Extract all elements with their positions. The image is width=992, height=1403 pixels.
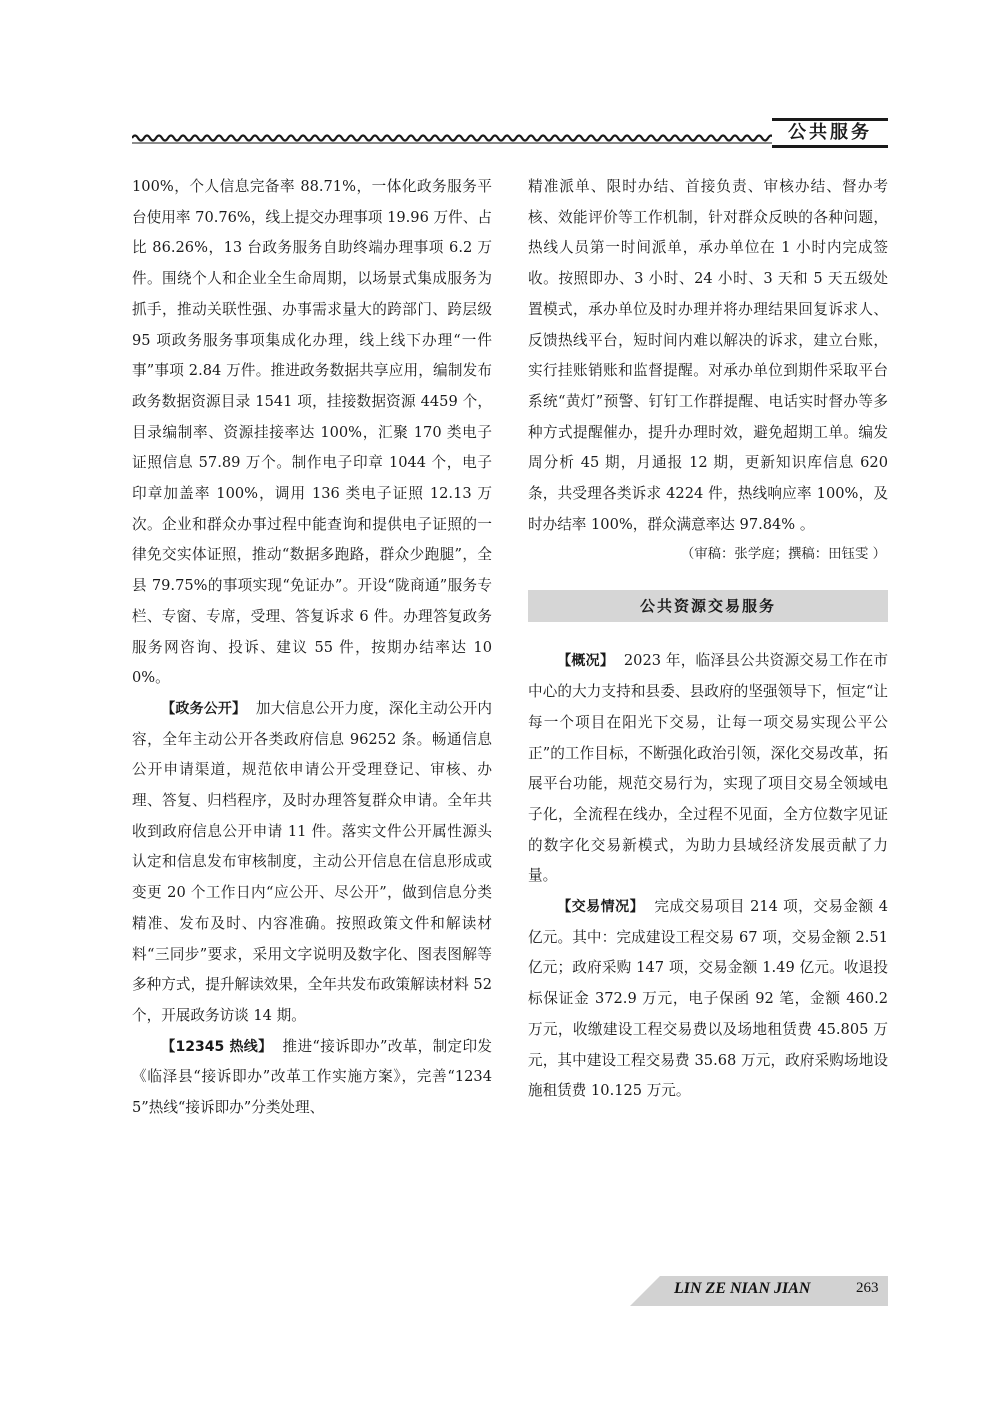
paragraph-hotline-continued: 精准派单、限时办结、首接负责、审核办结、督办考核、效能评价等工作机制，针对群众反映的各种问题，热线人员第一时间派单，承办单位在 1 小时内完成签收。按照即办、3 小时、24 小时、3 天和 5 天五级处置模式，承办单位及时办理并将办理结果回复诉求人、反馈热线平台，短时间内难以解决的诉求，建立台账，实行挂账销账和监督提醒。对承办单位到期件采取平台系统“黄灯”预警、钉钉工作群提醒、电话实时督办等多种方式提醒催办，提升办理时效，避免超期工单。编发周分析 45 期，月通报 12 期，更新知识库信息 620 条，共受理各类诉求 4224 件，热线响应率 100%，及时办结率 100%，群众满意率达 97.84% 。 [528, 178, 888, 533]
right-column [528, 172, 888, 1107]
journal-name: LIN ZE NIAN JIAN [674, 1280, 811, 1297]
header-wavy-rule [132, 130, 772, 146]
page-footer [630, 1276, 888, 1306]
paragraph-transactions [528, 892, 888, 1107]
author-signature: （审稿：张学庭；撰稿：田钰雯 ） [680, 547, 886, 563]
paragraph-continued: 100%，个人信息完备率 88.71%，一体化政务服务平台使用率 70.76%，线上提交办理事项 19.96 万件、占比 86.26%，13 台政务服务自助终端办理事项 6.2 万件。围绕个人和企业全生命周期，以场景式集成服务为抓手，推动关联性强、办事需求量大的跨部门、跨层级 95 项政务服务事项集成化办理，线上线下办理“一件事”事项 2.84 万件。推进政务数据共享应用，编制发布政务数据资源目录 1541 项，挂接数据资源 4459 个，目录编制率、资源挂接率达 100%，汇聚 170 类电子证照信息 57.89 万个。制作电子印章 1044 个，电子印章加盖率 100%，调用 136 类电子证照 12.13 万次。企业和群众办事过程中能查询和提供电子证照的一律免交实体证照，推动“数据多跑路，群众少跑腿”，全县 79.75%的事项实现“免证办”。开设“陇商通”服务专栏、专窗、专席，受理、答复诉求 6 件。办理答复政务服务网咨询、投诉、建议 55 件，按期办结率达 100%。 [132, 178, 492, 687]
section-header-title: 公共服务 [772, 118, 888, 148]
paragraph-overview [528, 646, 888, 892]
text-overview: 2023 年，临泽县公共资源交易工作在市中心的大力支持和县委、县政府的坚强领导下，恒定“让每一个项目在阳光下交易，让每一项交易实现公平公正”的工作目标，不断强化政治引领，深化交易改革，拓展平台功能，规范交易行为，实现了项目交易全领域电子化，全流程在线办，全过程不见面，全方位数字见证的数字化交易新模式，为助力县域经济发展贡献了力量。 [528, 652, 889, 885]
text-transactions: 完成交易项目 214 项，交易金额 4 亿元。其中：完成建设工程交易 67 项，交易金额 2.51 亿元；政府采购 147 项，交易金额 1.49 亿元。收退投标保证金 372.9 万元，电子保函 92 笔，金额 460.2 万元，收缴建设工程交易费以及场地租赁费 45.805 万元，其中建设工程交易费 35.68 万元，政府采购场地设施租赁费 10.125 万元。 [528, 898, 889, 1100]
tag-transactions: 【交易情况】 [557, 899, 645, 916]
tag-hotline: 【12345 热线】 [161, 1038, 273, 1055]
paragraph-government-disclosure [132, 694, 492, 1032]
page-number: 263 [856, 1280, 879, 1296]
paragraph-hotline [132, 1032, 492, 1124]
text-government-disclosure: 加大信息公开力度，深化主动公开内容，全年主动公开各类政府信息 96252 条。畅通信息公开申请渠道，规范依申请公开受理登记、审核、办理、答复、归档程序，及时办理答复群众申请。全年共收到政府信息公开申请 11 件。落实文件公开属性源头认定和信息发布审核制度，主动公开信息在信息形成或变更 20 个工作日内“应公开、尽公开”，做到信息分类精准、发布及时、内容准确。按照政策文件和解读材料“三同步”要求，采用文字说明及数字化、图表图解等多种方式，提升解读效果，全年共发布政策解读材料 52 个，开展政务访谈 14 期。 [132, 699, 493, 1024]
section-heading-public-resources: 公共资源交易服务 [528, 590, 888, 622]
tag-government-disclosure: 【政务公开】 [161, 700, 247, 717]
left-column [132, 172, 492, 1124]
text-hotline: 推进“接诉即办”改革，制定印发《临泽县“接诉即办”改革工作实施方案》，完善“12345”热线“接诉即办”分类处理、 [132, 1037, 492, 1117]
tag-overview: 【概况】 [557, 653, 615, 670]
